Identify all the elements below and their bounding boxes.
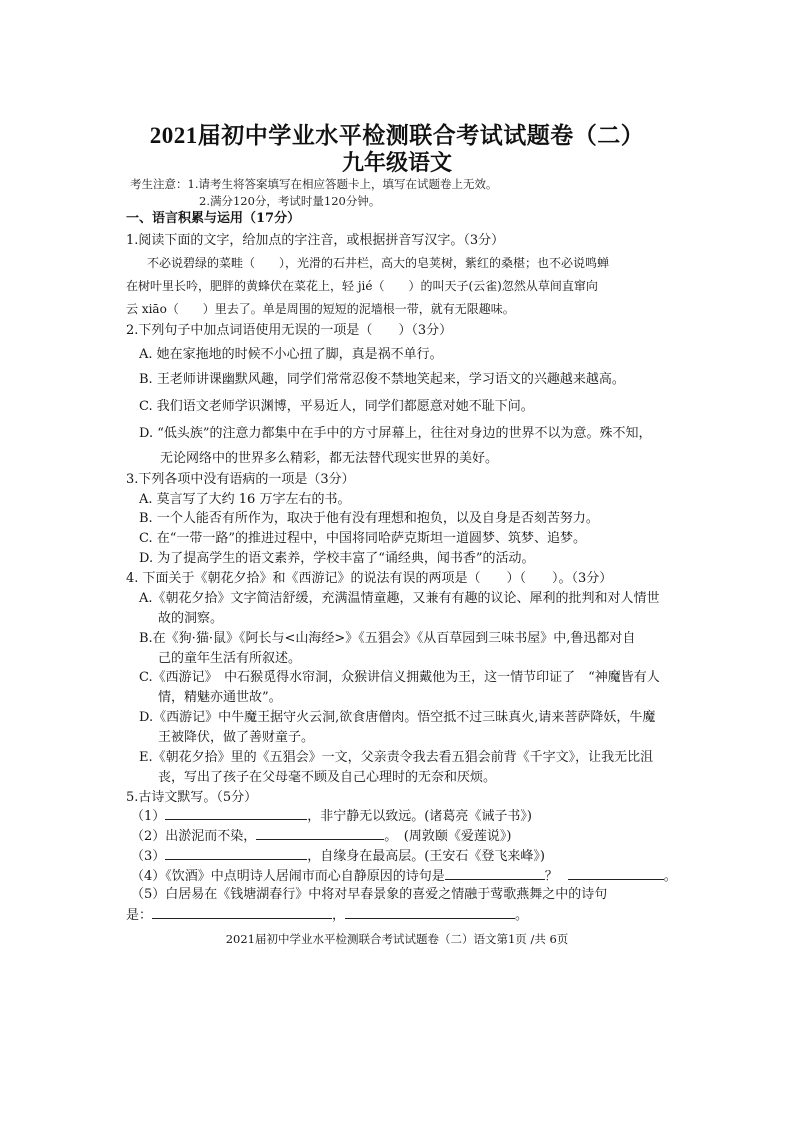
q4-option-b-line-2: 己的童年生活有所叙述。: [158, 651, 302, 666]
q2-option-d-line-2: 无论网络中的世界多么精彩，都无法替代现实世界的美好。: [160, 451, 499, 466]
q3-option-a: A. 莫言写了大约 16 万字左右的书。: [139, 492, 351, 507]
q5-line-6: [126, 906, 528, 925]
q5-line-1-text: ，非宁静无以致远。(诸葛亮《诫子书》): [307, 809, 532, 824]
q5-blank-3[interactable]: [165, 847, 307, 860]
q4-option-b-line-1: B.在《狗·猫·鼠》《阿长与<山海经>》《五猖会》《从百草园到三味书屋》中,鲁迅都对自: [139, 631, 636, 646]
q5-line-4-text: （4）《饮酒》中点明诗人居闹市而心自静原因的诗句是: [131, 869, 445, 884]
q3-stem: 3.下列各项中没有语病的一项是（3分）: [126, 472, 355, 487]
q4-option-a-line-2: 故的洞察。: [158, 611, 224, 626]
q5-line-5: （5）白居易在《钱塘湖春行》中将对早春景象的喜爱之情融于莺歌燕舞之中的诗句: [131, 887, 608, 902]
q4-option-a-line-1: A.《朝花夕拾》文字简洁舒缓，充满温情童趣，又兼有有趣的议论、犀利的批判和对人情世: [139, 591, 660, 606]
q5-blank-4a[interactable]: [445, 867, 545, 880]
q5-line-6-start: 是：: [126, 908, 153, 923]
q5-blank-2[interactable]: [256, 827, 384, 840]
q5-line-2-text: （2）出淤泥而不染，: [131, 829, 257, 844]
q5-line-4-end: 。: [663, 869, 677, 884]
q4-option-c-line-2: 情，精魅亦通世故”。: [158, 690, 282, 705]
q5-line-6-sep: ，: [332, 908, 346, 923]
section-heading: 一、语言积累与运用（17分）: [126, 211, 301, 226]
q5-line-3-text: ，自缘身在最高层。(王安石《登飞来峰》): [307, 849, 545, 864]
q4-option-c-line-1: C.《西游记》 中石猴觅得水帘洞，众猴讲信义拥戴他为王，这一情节印证了 “神魔皆有人: [139, 670, 660, 685]
page-footer: 2021届初中学业水平检测联合考试试题卷（二）语文第1页 /共 6页: [225, 932, 569, 946]
exam-title: 2021届初中学业水平检测联合考试试题卷（二）: [149, 123, 645, 148]
q2-option-c: C. 我们语文老师学识渊博，平易近人，同学们都愿意对她不耻下问。: [139, 399, 534, 414]
q1-passage-line-3: 云 xiāo（ ）里去了。单是周围的短短的泥墙根一带，就有无限趣味。: [126, 302, 515, 316]
q1-stem: 1.阅读下面的文字，给加点的字注音，或根据拼音写汉字。（3分）: [126, 233, 505, 248]
q4-option-e-line-1: E.《朝花夕拾》里的《五猖会》一文，父亲责令我去看五猖会前背《千字文》，让我无比沮: [139, 750, 654, 765]
notice-line-2: 2.满分120分，考试时量120分钟。: [199, 194, 381, 208]
q3-option-c: C. 在“一带一路”的推进过程中，中国将同哈萨克斯坦一道圆梦、筑梦、追梦。: [139, 531, 587, 546]
q3-option-b: B. 一个人能否有所作为，取决于他有没有理想和抱负，以及自身是否刻苦努力。: [139, 511, 599, 526]
q4-stem: 4. 下面关于《朝花夕拾》和《西游记》的说法有误的两项是（ ）（ ）。（3分）: [126, 571, 613, 586]
q2-option-b: B. 王老师讲课幽默风趣，同学们常常忍俊不禁地笑起来，学习语文的兴趣越来越高。: [139, 372, 625, 387]
q5-blank-4b[interactable]: [568, 867, 664, 880]
q2-option-d-line-1: D. “低头族”的注意力都集中在手中的方寸屏幕上，往往对身边的世界不以为意。殊不知，: [139, 426, 652, 441]
q5-line-6-end: 。: [515, 908, 529, 923]
q5-blank-1[interactable]: [165, 807, 307, 820]
q5-line-1-number: （1）: [131, 809, 166, 824]
q4-option-d-line-2: 王被降伏，做了善财童子。: [158, 730, 315, 745]
q5-blank-5b[interactable]: [345, 906, 515, 919]
q4-option-e-line-2: 丧，写出了孩子在父母毫不顾及自己心理时的无奈和厌烦。: [158, 770, 497, 785]
q5-line-3-number: （3）: [131, 849, 166, 864]
exam-subtitle: 九年级语文: [341, 150, 452, 175]
q2-option-a: A. 她在家拖地的时候不小心扭了脚，真是祸不单行。: [139, 347, 443, 362]
q5-line-4-sep: ？: [544, 869, 558, 884]
q5-line-1: [131, 807, 532, 826]
q1-passage-line-2: 在树叶里长吟，肥胖的黄蜂伏在菜花上，轻 jié（ ）的叫天子(云雀)忽然从草间直窜向: [126, 279, 598, 293]
q5-blank-5a[interactable]: [152, 906, 332, 919]
q5-line-3: [131, 847, 545, 866]
q1-passage-line-1: 不必说碧绿的菜畦（ ），光滑的石井栏，高大的皂荚树，紫红的桑椹；也不必说鸣蝉: [147, 256, 610, 270]
q5-line-2: [131, 827, 511, 846]
q5-line-4: [131, 867, 677, 886]
q3-option-d: D. 为了提高学生的语文素养，学校丰富了“诵经典，闻书香”的活动。: [139, 551, 535, 566]
q5-line-2-source: 。 (周敦颐《爱莲说》): [384, 829, 512, 844]
q4-option-d-line-1: D.《西游记》中牛魔王据守火云洞,欲食唐僧肉。悟空抵不过三昧真火,请来菩萨降妖，牛魔: [139, 710, 656, 725]
notice-line-1: 考生注意：1.请考生将答案填写在相应答题卡上，填写在试题卷上无效。: [130, 177, 498, 191]
q2-stem: 2.下列句子中加点词语使用无误的一项是（ ）（3分）: [126, 323, 453, 338]
q5-stem: 5.古诗文默写。（5分）: [126, 790, 258, 805]
